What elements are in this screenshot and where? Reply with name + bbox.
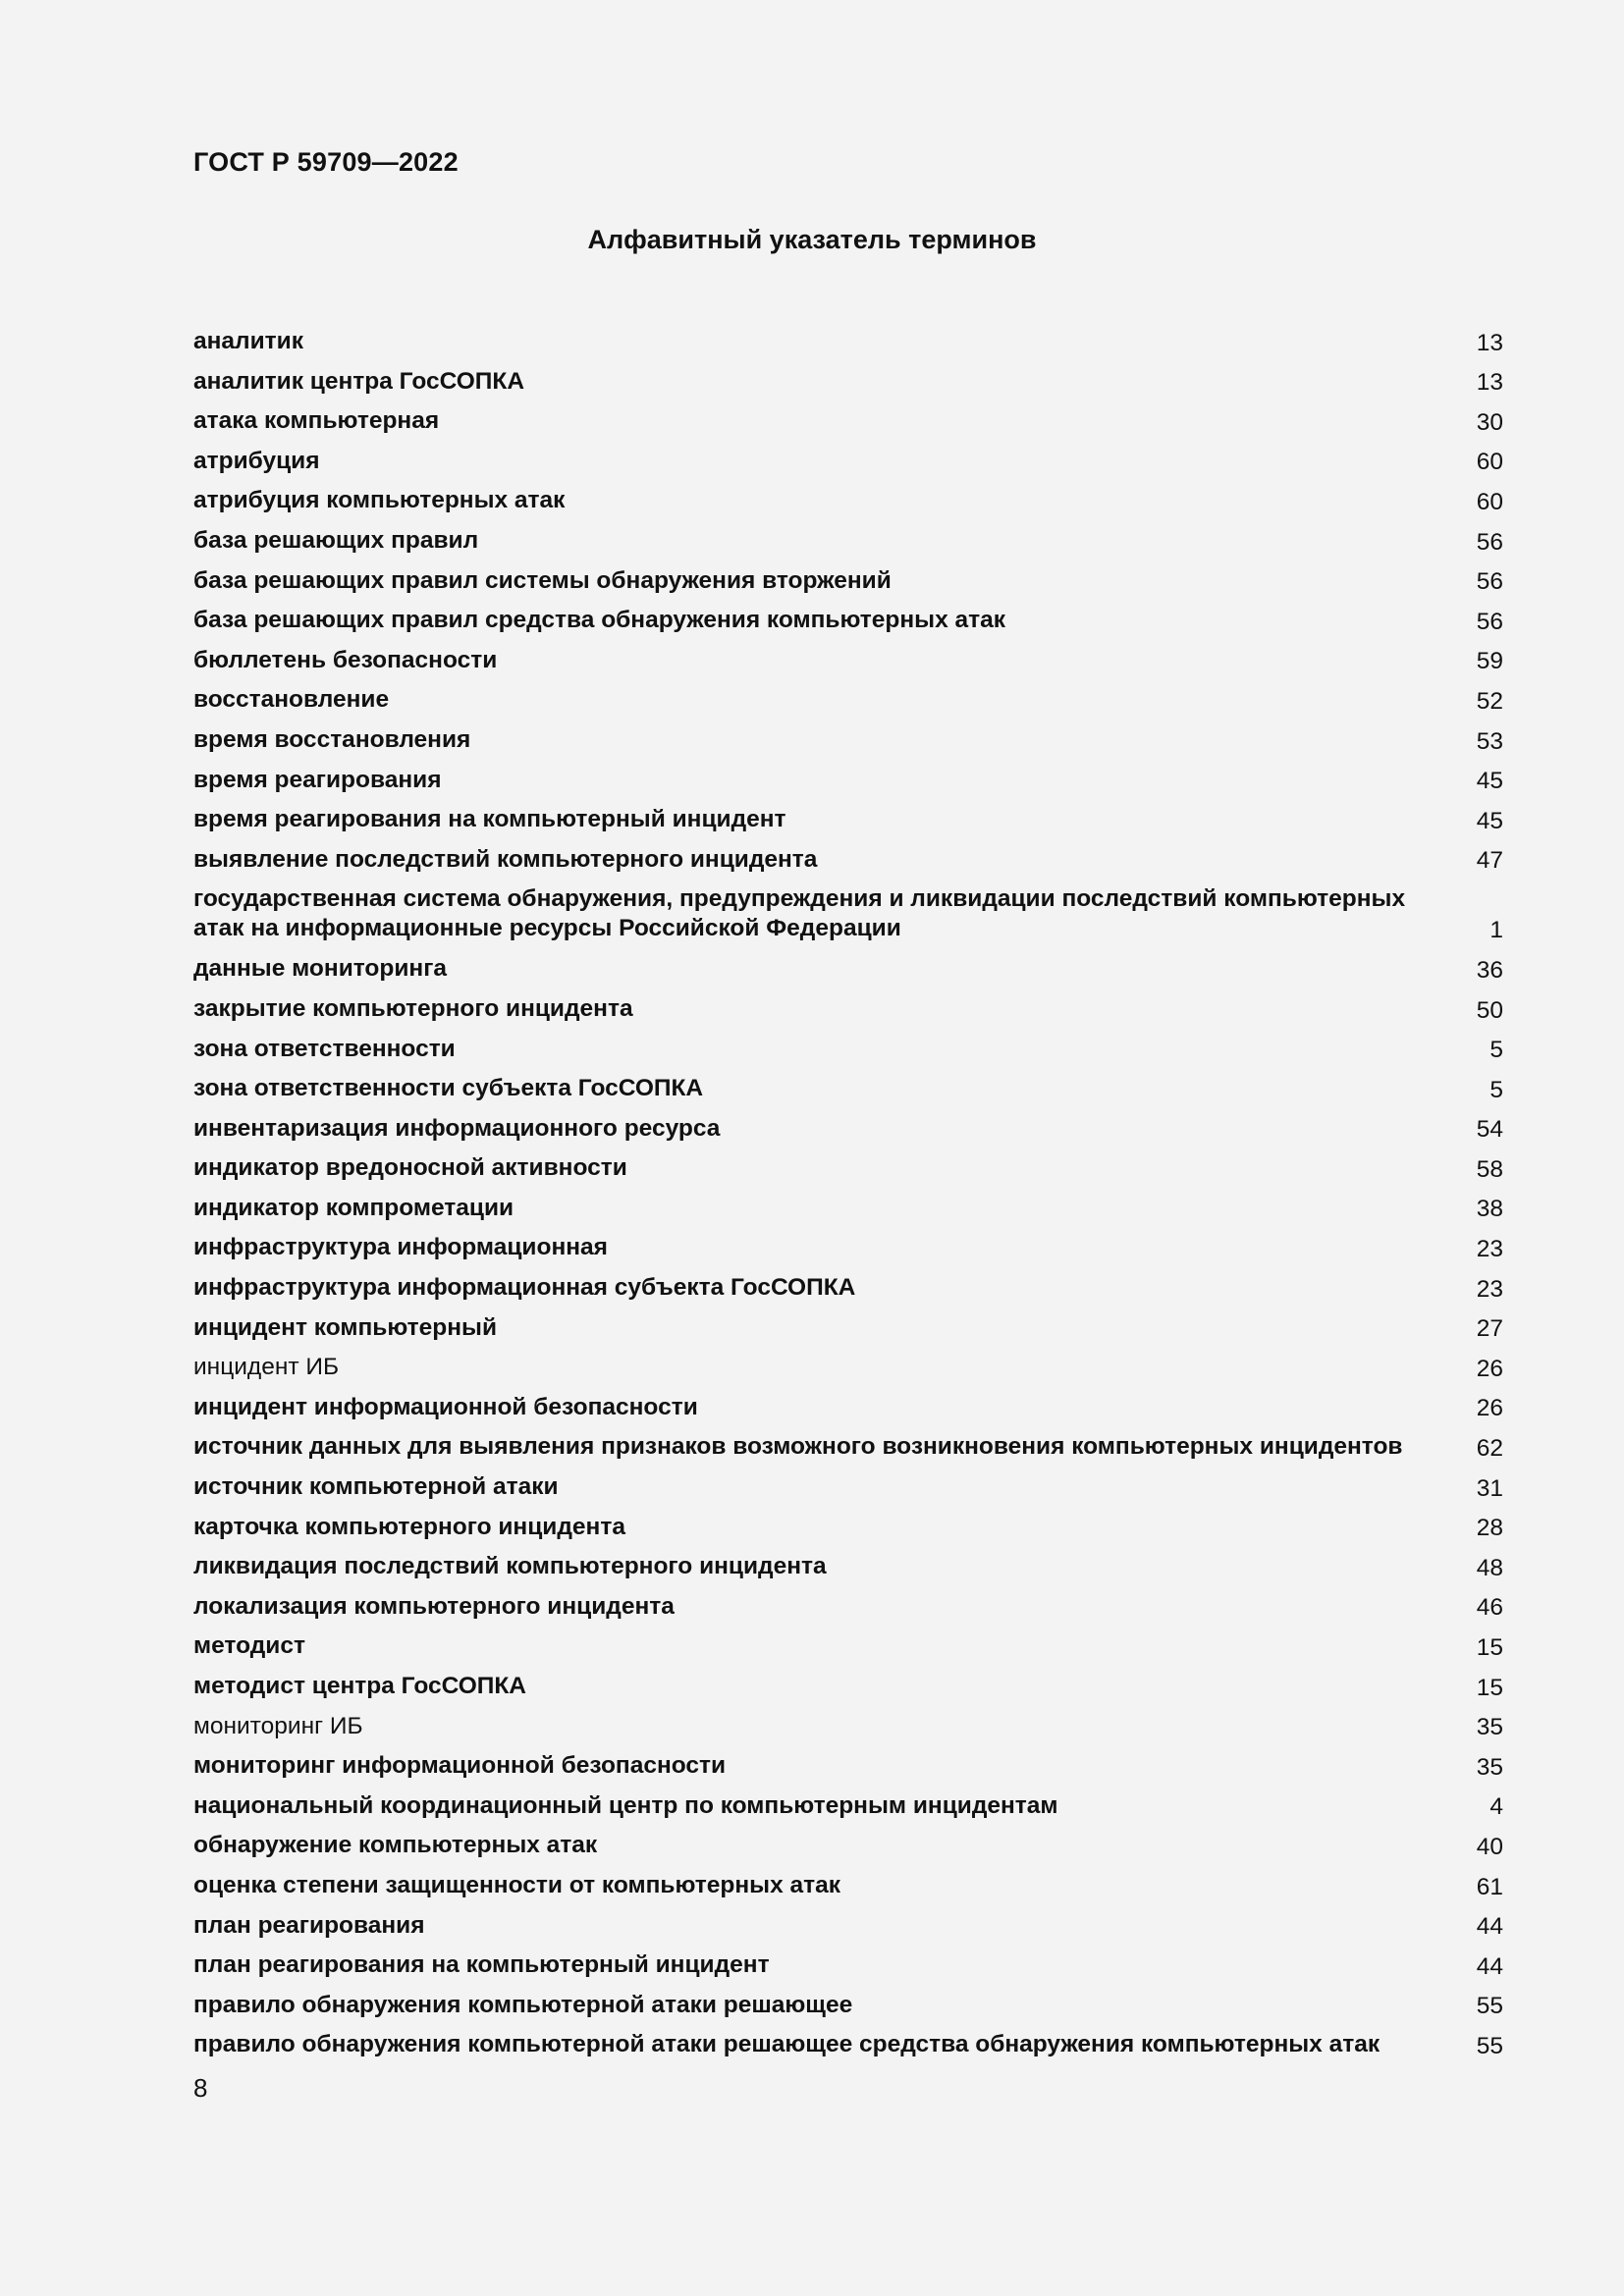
index-entry (193, 1429, 1503, 1469)
index-entry (193, 1868, 1503, 1908)
index-entry (193, 1589, 1503, 1629)
index-term: план реагирования на компьютерный инцидент (193, 1951, 770, 1979)
index-entry (193, 2027, 1503, 2067)
index-title: Алфавитный указатель терминов (587, 225, 1037, 254)
index-page-ref: 45 (1476, 807, 1503, 834)
index-entry (193, 1908, 1503, 1949)
index-page-ref: 26 (1476, 1395, 1503, 1422)
index-entry (193, 1748, 1503, 1789)
index-term: обнаружение компьютерных атак (193, 1832, 598, 1859)
index-page-ref: 44 (1476, 1952, 1503, 1980)
index-term: инфраструктура информационная (193, 1234, 608, 1261)
index-term: инфраструктура информационная субъекта ГосСОПКА (193, 1274, 856, 1302)
index-entry (193, 951, 1503, 991)
index-term: время восстановления (193, 725, 471, 753)
index-page-ref: 56 (1476, 528, 1503, 556)
index-term: время реагирования (193, 766, 442, 793)
index-entry (193, 1191, 1503, 1231)
index-entry (193, 881, 1503, 951)
index-page-ref: 35 (1476, 1714, 1503, 1741)
index-page-ref: 50 (1476, 996, 1503, 1024)
index-page-ref: 54 (1476, 1116, 1503, 1144)
index-term: закрытие компьютерного инцидента (193, 994, 633, 1022)
index-term: методист (193, 1632, 305, 1660)
index-page-ref: 23 (1476, 1236, 1503, 1263)
index-term: государственная система обнаружения, предупреждения и ликвидации последствий компьютерных атак на информационные ресурсы Российской Федерации (193, 885, 1406, 942)
index-term: методист центра ГосСОПКА (193, 1673, 527, 1699)
document-id: ГОСТ Р 59709—2022 (193, 147, 459, 177)
index-term: правило обнаружения компьютерной атаки решающее (193, 1991, 853, 2018)
index-entry (193, 1469, 1503, 1510)
index-page-ref: 1 (1489, 917, 1503, 944)
index-page-ref: 45 (1476, 768, 1503, 795)
index-page-ref: 60 (1476, 449, 1503, 476)
index-page-ref: 36 (1476, 956, 1503, 984)
index-term: ликвидация последствий компьютерного инцидента (193, 1553, 827, 1580)
index-page-ref: 58 (1476, 1155, 1503, 1183)
index-entry (193, 1988, 1503, 2028)
index-term: инвентаризация информационного ресурса (193, 1114, 721, 1142)
index-term: источник компьютерной атаки (193, 1473, 559, 1501)
index-term: зона ответственности (193, 1035, 456, 1062)
index-entry (193, 1270, 1503, 1310)
index-term: инцидент компьютерный (193, 1313, 498, 1341)
index-page-ref: 46 (1476, 1594, 1503, 1622)
index-term: данные мониторинга (193, 955, 448, 983)
index-term: зона ответственности субъекта ГосСОПКА (193, 1075, 704, 1102)
index-entry (193, 643, 1503, 683)
index-entry (193, 842, 1503, 882)
index-page-ref: 56 (1476, 568, 1503, 596)
index-entry (193, 603, 1503, 643)
index-page-ref: 15 (1476, 1634, 1503, 1661)
index-entry (193, 1071, 1503, 1111)
index-page-ref: 52 (1476, 687, 1503, 715)
index-entry (193, 991, 1503, 1032)
index-page-ref: 26 (1476, 1355, 1503, 1382)
index-list (193, 324, 1503, 2067)
index-term: национальный координационный центр по компьютерным инцидентам (193, 1791, 1058, 1819)
index-page-ref: 55 (1476, 1993, 1503, 2020)
index-term: атрибуция (193, 447, 320, 474)
index-entry (193, 1549, 1503, 1589)
index-entry (193, 763, 1503, 803)
index-page-ref: 61 (1476, 1873, 1503, 1900)
index-entry (193, 1629, 1503, 1669)
index-term: мониторинг информационной безопасности (193, 1752, 727, 1780)
index-term: инцидент ИБ (193, 1354, 340, 1381)
index-page-ref: 38 (1476, 1196, 1503, 1223)
index-term: инцидент информационной безопасности (193, 1393, 698, 1420)
index-page-ref: 5 (1489, 1037, 1503, 1064)
index-entry (193, 1350, 1503, 1390)
index-entry (193, 1789, 1503, 1829)
index-entry (193, 1390, 1503, 1430)
index-entry (193, 1111, 1503, 1151)
index-page-ref: 56 (1476, 608, 1503, 635)
index-page-ref: 13 (1476, 369, 1503, 397)
index-page-ref: 15 (1476, 1674, 1503, 1701)
index-term: выявление последствий компьютерного инцидента (193, 845, 818, 873)
index-entry (193, 444, 1503, 484)
index-term: бюллетень безопасности (193, 646, 498, 673)
index-term: мониторинг ИБ (193, 1712, 363, 1739)
index-term: атрибуция компьютерных атак (193, 487, 566, 514)
index-entry (193, 682, 1503, 722)
index-entry (193, 1669, 1503, 1709)
index-entry (193, 483, 1503, 523)
index-term: оценка степени защищенности от компьютерных атак (193, 1871, 841, 1898)
index-entry (193, 802, 1503, 842)
index-entry (193, 1032, 1503, 1072)
index-entry (193, 1230, 1503, 1270)
index-entry (193, 1828, 1503, 1868)
index-term: локализация компьютерного инцидента (193, 1592, 675, 1620)
index-term: аналитик центра ГосСОПКА (193, 367, 525, 395)
index-page-ref: 31 (1476, 1474, 1503, 1502)
index-entry (193, 563, 1503, 604)
index-page-ref: 53 (1476, 727, 1503, 755)
index-entry (193, 523, 1503, 563)
index-term: база решающих правил средства обнаружения компьютерных атак (193, 607, 1006, 634)
index-page-ref: 60 (1476, 488, 1503, 515)
index-page-ref: 55 (1476, 2032, 1503, 2059)
index-entry (193, 722, 1503, 763)
index-term: восстановление (193, 686, 390, 714)
index-term: план реагирования (193, 1911, 425, 1939)
index-entry (193, 1150, 1503, 1191)
index-term: база решающих правил (193, 526, 479, 554)
index-page-ref: 62 (1476, 1435, 1503, 1463)
index-term: источник данных для выявления признаков возможного возникновения компьютерных инцидентов (193, 1433, 1403, 1461)
index-page-ref: 47 (1476, 847, 1503, 875)
index-page-ref: 44 (1476, 1913, 1503, 1941)
index-page-ref: 59 (1476, 648, 1503, 675)
index-page-ref: 48 (1476, 1554, 1503, 1581)
page-number: 8 (193, 2073, 208, 2103)
index-page-ref: 13 (1476, 329, 1503, 356)
index-term: правило обнаружения компьютерной атаки решающее средства обнаружения компьютерных атак (193, 2031, 1380, 2058)
index-page-ref: 35 (1476, 1753, 1503, 1781)
index-page-ref: 28 (1476, 1515, 1503, 1542)
index-page-ref: 23 (1476, 1275, 1503, 1303)
index-term: аналитик (193, 328, 303, 354)
index-page-ref: 30 (1476, 408, 1503, 436)
index-entry (193, 1709, 1503, 1749)
index-term: время реагирования на компьютерный инцидент (193, 806, 786, 833)
index-entry (193, 364, 1503, 404)
index-entry (193, 324, 1503, 364)
index-page-ref: 5 (1489, 1076, 1503, 1103)
index-page-ref: 27 (1476, 1315, 1503, 1343)
index-entry (193, 1510, 1503, 1550)
index-term: индикатор вредоносной активности (193, 1154, 627, 1182)
index-term: база решающих правил системы обнаружения вторжений (193, 566, 892, 594)
index-page-ref: 40 (1476, 1833, 1503, 1860)
index-entry (193, 403, 1503, 444)
index-entry (193, 1948, 1503, 1988)
index-page-ref: 4 (1489, 1793, 1503, 1821)
index-term: карточка компьютерного инцидента (193, 1513, 625, 1540)
index-term: атака компьютерная (193, 407, 440, 435)
index-term: индикатор компрометации (193, 1194, 514, 1221)
index-entry (193, 1310, 1503, 1351)
